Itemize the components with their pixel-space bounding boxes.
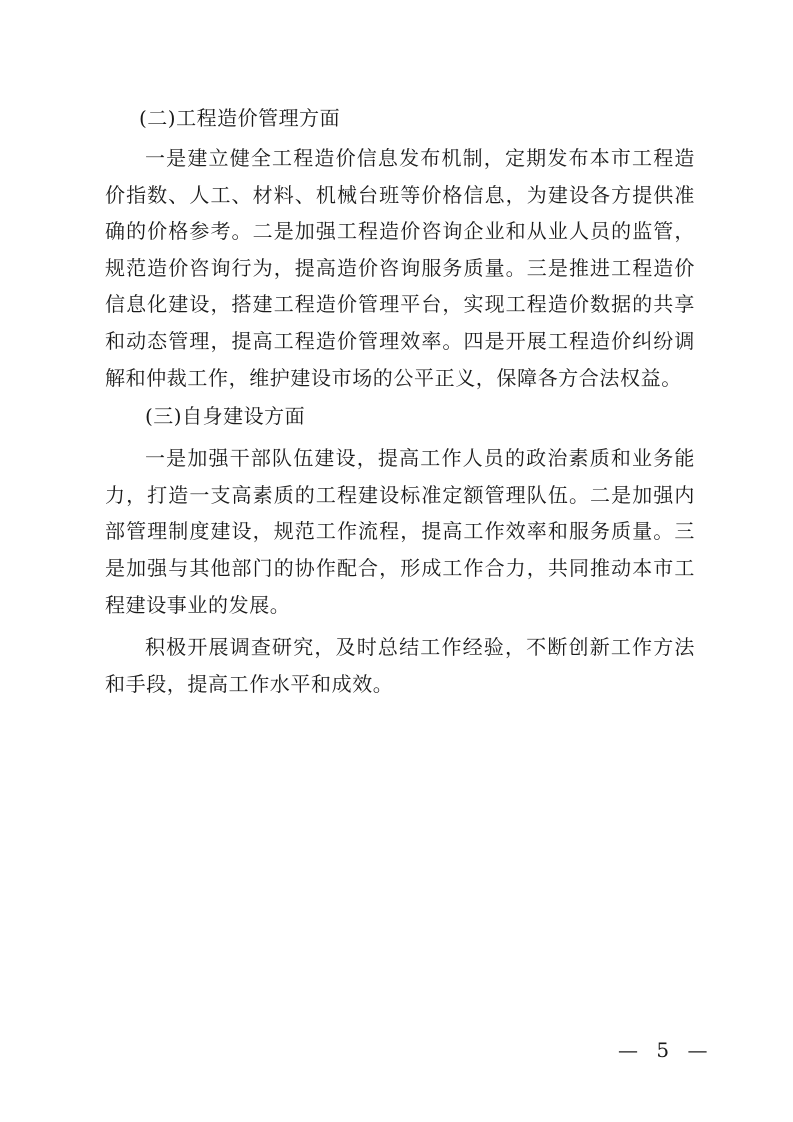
- section-paragraph-self-building: 一是加强干部队伍建设，提高工作人员的政治素质和业务能力，打造一支高素质的工程建设标准定额管理队伍。二是加强内部管理制度建设，规范工作流程，提高工作效率和服务质量。三是加强与其他部门的协作配合，形成工作合力，共同推动本市工程建设事业的发展。: [105, 446, 695, 617]
- document-body: [105, 98, 695, 702]
- section-heading-self-building: (三)自身建设方面: [145, 404, 306, 429]
- section-paragraph-cost-management: 一是建立健全工程造价信息发布机制，定期发布本市工程造价指数、人工、材料、机械台班等价格信息，为建设各方提供准确的价格参考。二是加强工程造价咨询企业和从业人员的监管，规范造价咨询行为，提高造价咨询服务质量。三是推进工程造价信息化建设，搭建工程造价管理平台，实现工程造价数据的共享和动态管理，提高工程造价管理效率。四是开展工程造价纠纷调解和仲裁工作，维护建设市场的公平正义，保障各方合法权益。: [105, 146, 695, 390]
- section-heading-cost-management: (二)工程造价管理方面: [139, 106, 341, 130]
- page-number: — 5 —: [618, 1038, 714, 1062]
- closing-paragraph: 积极开展调查研究，及时总结工作经验，不断创新工作方法和手段，提高工作水平和成效。: [105, 635, 695, 696]
